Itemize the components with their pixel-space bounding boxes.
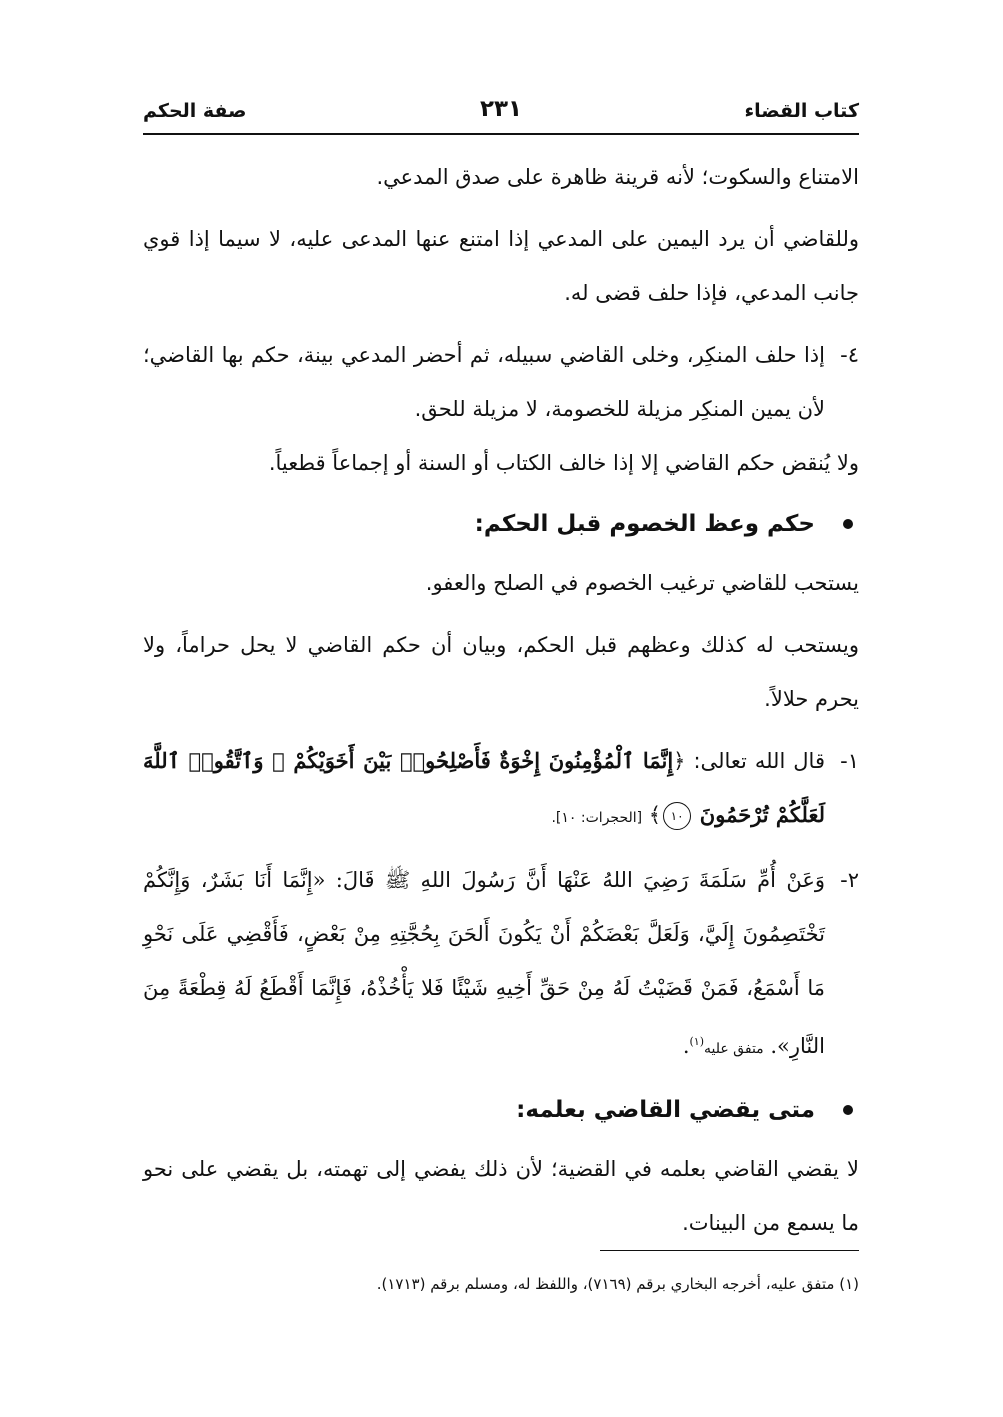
page-number: ٢٣١ xyxy=(479,96,523,122)
item-number: ١- xyxy=(840,749,859,773)
hadith xyxy=(143,853,825,1076)
hadith-text: وَعَنْ أُمِّ سَلَمَةَ رَضِيَ اللهُ عَنْهَا أَنَّ رَسُولَ اللهِ ﷺ قَالَ: «إِنَّمَا أَنَا بَشَرٌ، وَإِنَّكُمْ تَخْتَصِمُونَ إِلَيَّ، وَلَعَلَّ بَعْضَكُمْ أَنْ يَكُونَ أَلحَنَ بِحُجَّتِهِ مِنْ بَعْضٍ، فَأَقْضِي عَلَى نَحْوِ مَا أَسْمَعُ، فَمَنْ قَضَيْتُ لَهُ مِنْ حَقِّ أَخِيهِ شَيْئًا فَلا يَأْخُذْهُ، فَإِنَّمَا أَقْطَعُ لَهُ قِطْعَةً مِنَ النَّارِ». xyxy=(143,868,825,1058)
ayah-number-marker: ١٠ xyxy=(663,802,691,830)
running-header xyxy=(143,96,859,130)
numbered-item xyxy=(143,853,859,1076)
period: . xyxy=(682,1034,690,1058)
header-rule xyxy=(143,133,859,135)
ornate-bracket-open: ﴿ xyxy=(673,749,686,773)
numbered-item xyxy=(143,328,859,436)
footnote-marker: (١) xyxy=(689,1035,705,1048)
heading-text: متى يقضي القاضي بعلمه: xyxy=(516,1097,815,1123)
item-text: إذا حلف المنكِر، وخلى القاضي سبيله، ثم أحضر المدعي بينة، حكم بها القاضي؛ لأن يمين المنكِر مزيلة للخصومة، لا مزيلة للحق. xyxy=(143,343,825,421)
item-number: ٢- xyxy=(840,868,859,892)
page-body xyxy=(143,150,859,1250)
paragraph: يستحب للقاضي ترغيب الخصوم في الصلح والعفو. xyxy=(425,571,859,595)
hadith-reference: متفق عليه xyxy=(704,1041,764,1057)
footnote-rule xyxy=(600,1250,859,1251)
quran-verse xyxy=(143,734,825,845)
verse-intro: قال الله تعالى: xyxy=(693,749,825,773)
item-number: ٤- xyxy=(840,343,859,367)
ornate-bracket-close: ﴾ xyxy=(648,803,662,827)
footnote: (١) متفق عليه، أخرجه البخاري برقم (٧١٦٩)، واللفظ له، ومسلم برقم (١٧١٣). xyxy=(376,1275,859,1293)
paragraph: لا يقضي القاضي بعلمه في القضية؛ لأن ذلك يفضي إلى تهمته، بل يقضي على نحو ما يسمع من البينات. xyxy=(143,1157,859,1235)
numbered-item xyxy=(143,734,859,845)
section-heading xyxy=(143,1080,859,1140)
section-title: صفة الحكم xyxy=(143,100,247,122)
paragraph: الامتناع والسكوت؛ لأنه قرينة ظاهرة على صدق المدعي. xyxy=(376,165,859,189)
paragraph: وللقاضي أن يرد اليمين على المدعي إذا امتنع عنها المدعى عليه، لا سيما إذا قوي جانب المدعي، فإذا حلف قضى له. xyxy=(143,227,859,305)
paragraph: ويستحب له كذلك وعظهم قبل الحكم، وبيان أن حكم القاضي لا يحل حراماً، ولا يحرم حلالاً. xyxy=(143,633,859,711)
chapter-title: كتاب القضاء xyxy=(744,100,859,122)
section-heading xyxy=(143,494,859,554)
verse-reference: [الحجرات: ١٠]. xyxy=(551,810,643,826)
heading-text: حكم وعظ الخصوم قبل الحكم: xyxy=(474,511,815,537)
bullet-icon xyxy=(843,519,853,529)
verse-text: إِنَّمَا ٱلْمُؤْمِنُونَ إِخْوَةٌ فَأَصْلِحُوا۟ بَيْنَ أَخَوَيْكُمْ ۚ وَٱتَّقُوا۟ ٱللَّهَ لَعَلَّكُمْ تُرْحَمُونَ xyxy=(143,748,825,827)
bullet-icon xyxy=(843,1105,853,1115)
paragraph: ولا يُنقض حكم القاضي إلا إذا خالف الكتاب أو السنة أو إجماعاً قطعياً. xyxy=(268,451,859,475)
